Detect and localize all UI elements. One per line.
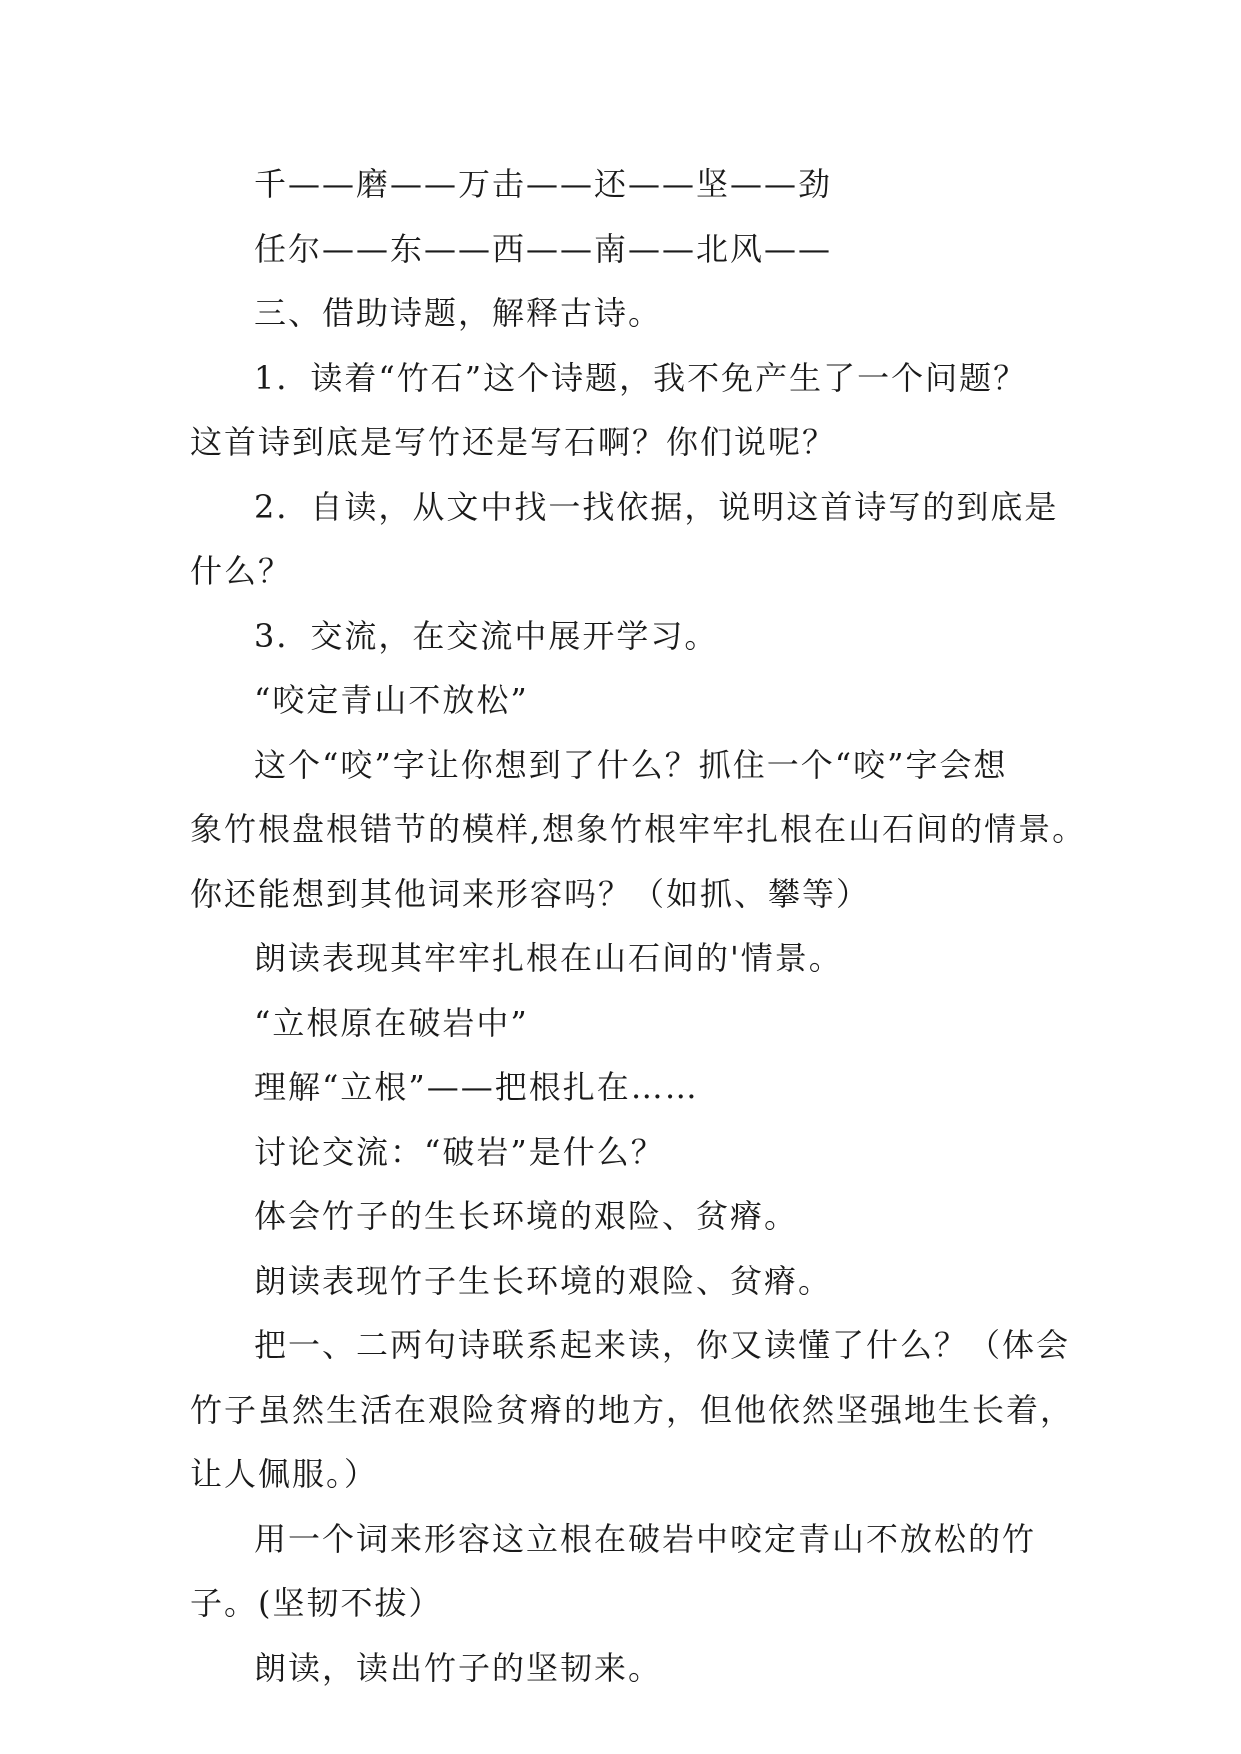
- text-line: 2．自读，从文中找一找依据，说明这首诗写的到底是: [254, 487, 1059, 526]
- text-line: 竹子虽然生活在艰险贫瘠的地方，但他依然坚强地生长着，: [190, 1390, 1075, 1429]
- text-line: 你还能想到其他词来形容吗？（如抓、攀等）: [190, 874, 871, 913]
- text-line: 朗读，读出竹子的坚韧来。: [254, 1648, 663, 1687]
- text-line: 理解“立根”——把根扎在……: [254, 1068, 699, 1106]
- text-line: 体会竹子的生长环境的艰险、贫瘠。: [254, 1197, 799, 1235]
- text-line: 子。(坚韧不拔）: [190, 1584, 443, 1622]
- text-line: 任尔——东——西——南——北风——: [254, 229, 833, 268]
- text-line: 朗读表现竹子生长环境的艰险、贫瘠。: [254, 1261, 833, 1300]
- text-line: 用一个词来形容这立根在破岩中咬定青山不放松的竹: [254, 1519, 1037, 1558]
- document-body: [190, 158, 1087, 1706]
- text-line: 象竹根盘根错节的模样,想象竹根牢牢扎根在山石间的情景。: [190, 810, 1087, 848]
- text-line: 这首诗到底是写竹还是写石啊？你们说呢？: [190, 423, 837, 461]
- poem-quote: “立根原在破岩中”: [254, 1003, 529, 1042]
- section-heading: 三、借助诗题，解释古诗。: [254, 294, 663, 332]
- poem-quote: “咬定青山不放松”: [254, 681, 529, 719]
- text-line: 3．交流，在交流中展开学习。: [254, 616, 719, 655]
- text-line: 这个“咬”字让你想到了什么？抓住一个“咬”字会想: [254, 745, 1008, 784]
- text-line: 千——磨——万击——还——坚——劲: [254, 165, 833, 203]
- text-line: 讨论交流：“破岩”是什么？: [254, 1132, 665, 1171]
- text-line: 让人佩服。）: [190, 1455, 379, 1493]
- text-line: 什么？: [190, 552, 293, 590]
- text-line: 把一、二两句诗联系起来读，你又读懂了什么？（体会: [254, 1326, 1071, 1364]
- text-line: 1．读着“竹石”这个诗题，我不免产生了一个问题？: [254, 358, 1028, 397]
- text-line: 朗读表现其牢牢扎根在山石间的'情景。: [254, 939, 843, 977]
